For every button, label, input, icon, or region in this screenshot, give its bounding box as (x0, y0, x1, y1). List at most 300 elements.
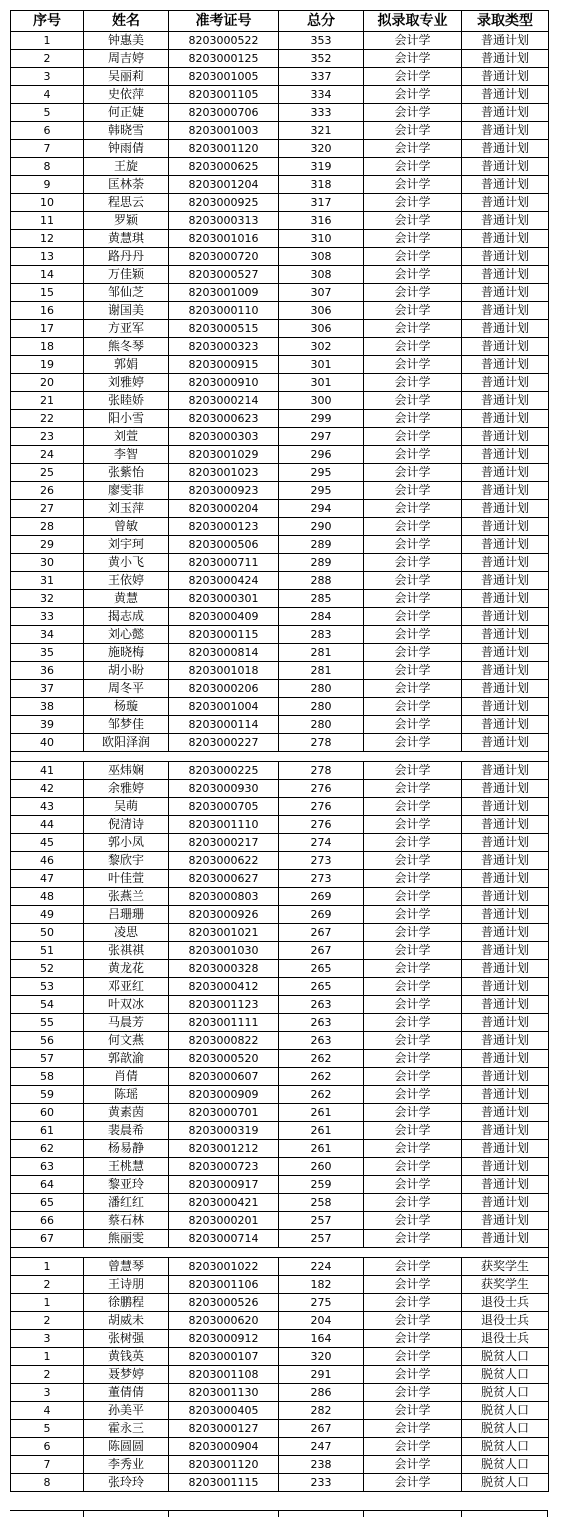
table-row (11, 1032, 549, 1050)
cell-name: 邓亚红 (84, 978, 169, 996)
cell-major: 会计学 (364, 996, 462, 1014)
cell-seq: 2 (11, 1276, 84, 1294)
table-row (11, 1258, 549, 1276)
cell-major: 会计学 (364, 446, 462, 464)
table-row (11, 852, 549, 870)
table-row (11, 1294, 549, 1312)
table-row (11, 1176, 549, 1194)
cell-name: 黄素茵 (84, 1104, 169, 1122)
cell-major: 会计学 (364, 176, 462, 194)
cell-exam-id: 8203000114 (169, 716, 279, 734)
cell-type: 脱贫人口 (462, 1348, 549, 1366)
cell-seq: 52 (11, 960, 84, 978)
cell-exam-id: 8203001030 (169, 942, 279, 960)
cell-major: 会计学 (364, 68, 462, 86)
cell-type: 普通计划 (462, 608, 549, 626)
table-row (11, 68, 549, 86)
cell-type: 脱贫人口 (462, 1456, 549, 1474)
cell-name: 阳小雪 (84, 410, 169, 428)
cell-exam-id: 8203001029 (169, 446, 279, 464)
cell-score: 278 (279, 762, 364, 780)
cell-exam-id: 8203001009 (169, 284, 279, 302)
cell-seq: 56 (11, 1032, 84, 1050)
cell-name: 刘心懿 (84, 626, 169, 644)
cell-seq: 6 (11, 1438, 84, 1456)
cell-exam-id: 8203000515 (169, 320, 279, 338)
cell-type: 普通计划 (462, 158, 549, 176)
cell-score: 261 (279, 1140, 364, 1158)
cell-type: 普通计划 (462, 680, 549, 698)
cell-type: 普通计划 (462, 140, 549, 158)
cell-exam-id: 8203000204 (169, 500, 279, 518)
cell-name: 万佳颖 (84, 266, 169, 284)
header-exam-id: 准考证号 (169, 11, 279, 32)
cell-seq: 10 (11, 194, 84, 212)
group-separator (11, 1248, 549, 1258)
cell-exam-id: 8203000201 (169, 1212, 279, 1230)
cell-exam-id: 8203001023 (169, 464, 279, 482)
cell-seq: 61 (11, 1122, 84, 1140)
cell-exam-id: 8203001106 (169, 1276, 279, 1294)
cell-type: 普通计划 (462, 50, 549, 68)
cell-type: 脱贫人口 (462, 1420, 549, 1438)
table-row (11, 1474, 549, 1492)
cell-major: 会计学 (364, 338, 462, 356)
cell-seq: 31 (11, 572, 84, 590)
table-row (11, 1014, 549, 1032)
cell-name: 方亚军 (84, 320, 169, 338)
cell-score: 306 (279, 302, 364, 320)
cell-score: 265 (279, 978, 364, 996)
cell-type: 普通计划 (462, 1122, 549, 1140)
cell-major: 会计学 (364, 536, 462, 554)
table-row (11, 50, 549, 68)
table-row (11, 464, 549, 482)
cell-name: 董倩倩 (84, 1384, 169, 1402)
cell-score: 238 (279, 1456, 364, 1474)
table-row (11, 554, 549, 572)
cell-exam-id: 8203000917 (169, 1176, 279, 1194)
cell-major: 会计学 (364, 978, 462, 996)
cell-exam-id: 8203000319 (169, 1122, 279, 1140)
cell-major: 会计学 (364, 230, 462, 248)
cell-seq: 1 (11, 32, 84, 50)
cell-seq: 1 (11, 1348, 84, 1366)
table-row (11, 644, 549, 662)
cell-score: 278 (279, 734, 364, 752)
cell-score: 261 (279, 1122, 364, 1140)
table-row (11, 536, 549, 554)
cell-score: 258 (279, 1194, 364, 1212)
cell-score: 265 (279, 960, 364, 978)
cell-score: 259 (279, 1176, 364, 1194)
cell-major: 会计学 (364, 482, 462, 500)
cell-type: 普通计划 (462, 644, 549, 662)
cell-major: 会计学 (364, 50, 462, 68)
cell-type: 普通计划 (462, 104, 549, 122)
cell-name: 郭娟 (84, 356, 169, 374)
cell-name: 周冬平 (84, 680, 169, 698)
cell-seq: 9 (11, 176, 84, 194)
cell-seq: 20 (11, 374, 84, 392)
cell-seq: 24 (11, 446, 84, 464)
table-row (11, 284, 549, 302)
cell-major: 会计学 (364, 374, 462, 392)
cell-score: 233 (279, 1474, 364, 1492)
cell-type: 普通计划 (462, 888, 549, 906)
cell-type: 普通计划 (462, 122, 549, 140)
table-row (11, 338, 549, 356)
cell-score: 300 (279, 392, 364, 410)
cell-seq: 7 (11, 1456, 84, 1474)
cell-type: 普通计划 (462, 212, 549, 230)
cell-seq: 22 (11, 410, 84, 428)
cell-major: 会计学 (364, 1366, 462, 1384)
cell-name: 曾慧琴 (84, 1258, 169, 1276)
cell-exam-id: 8203001005 (169, 68, 279, 86)
cell-type: 普通计划 (462, 942, 549, 960)
cell-score: 257 (279, 1212, 364, 1230)
table-row (11, 608, 549, 626)
cell-seq: 19 (11, 356, 84, 374)
cell-score: 289 (279, 554, 364, 572)
cell-major: 会计学 (364, 356, 462, 374)
cell-type: 普通计划 (462, 482, 549, 500)
table-row (11, 1230, 549, 1248)
cell-seq: 12 (11, 230, 84, 248)
cell-exam-id: 8203000705 (169, 798, 279, 816)
cell-name: 邹梦佳 (84, 716, 169, 734)
cell-score: 247 (279, 1438, 364, 1456)
cell-score: 301 (279, 374, 364, 392)
cell-score: 310 (279, 230, 364, 248)
cell-exam-id: 8203001120 (169, 1456, 279, 1474)
cell-seq: 32 (11, 590, 84, 608)
cell-major: 会计学 (364, 572, 462, 590)
cell-seq: 59 (11, 1086, 84, 1104)
table-row (11, 798, 549, 816)
cell-type: 普通计划 (462, 1158, 549, 1176)
table-row (11, 626, 549, 644)
table-row (11, 194, 549, 212)
table-row (11, 870, 549, 888)
cell-name: 王桃慧 (84, 1158, 169, 1176)
cell-exam-id: 8203000323 (169, 338, 279, 356)
cell-major: 会计学 (364, 32, 462, 50)
cell-exam-id: 8203000701 (169, 1104, 279, 1122)
cell-type: 普通计划 (462, 798, 549, 816)
cell-type: 退役士兵 (462, 1312, 549, 1330)
cell-exam-id: 8203000217 (169, 834, 279, 852)
cell-seq: 44 (11, 816, 84, 834)
cell-seq: 26 (11, 482, 84, 500)
cell-name: 韩晓雪 (84, 122, 169, 140)
cell-seq: 17 (11, 320, 84, 338)
cell-name: 倪清诗 (84, 816, 169, 834)
table-row (11, 590, 549, 608)
table-row (11, 518, 549, 536)
cell-type: 普通计划 (462, 852, 549, 870)
cell-score: 182 (279, 1276, 364, 1294)
cell-name: 黄慧琪 (84, 230, 169, 248)
table-row (11, 1086, 549, 1104)
table-row (11, 1384, 549, 1402)
cell-type: 普通计划 (462, 996, 549, 1014)
cell-score: 267 (279, 942, 364, 960)
table-row (11, 1050, 549, 1068)
table-row (11, 734, 549, 752)
cell-major: 会计学 (364, 906, 462, 924)
cell-name: 何正婕 (84, 104, 169, 122)
table-row (11, 888, 549, 906)
cell-major: 会计学 (364, 816, 462, 834)
cell-name: 钟雨倩 (84, 140, 169, 158)
cell-major: 会计学 (364, 1456, 462, 1474)
cell-name: 王依婷 (84, 572, 169, 590)
cell-name: 揭志成 (84, 608, 169, 626)
cell-exam-id: 8203000607 (169, 1068, 279, 1086)
cell-major: 会计学 (364, 410, 462, 428)
cell-type: 普通计划 (462, 662, 549, 680)
cell-type: 普通计划 (462, 518, 549, 536)
cell-name: 廖雯菲 (84, 482, 169, 500)
cell-score: 263 (279, 1014, 364, 1032)
table-row (11, 86, 549, 104)
cell-name: 周吉婷 (84, 50, 169, 68)
cell-exam-id: 8203000405 (169, 1402, 279, 1420)
cell-score: 334 (279, 86, 364, 104)
cell-name: 杨易静 (84, 1140, 169, 1158)
cell-exam-id: 8203000723 (169, 1158, 279, 1176)
cell-seq: 57 (11, 1050, 84, 1068)
cell-exam-id: 8203001123 (169, 996, 279, 1014)
cell-score: 307 (279, 284, 364, 302)
cell-score: 280 (279, 698, 364, 716)
cell-score: 291 (279, 1366, 364, 1384)
cell-type: 脱贫人口 (462, 1384, 549, 1402)
cell-name: 黄小飞 (84, 554, 169, 572)
table-row (11, 500, 549, 518)
cell-major: 会计学 (364, 1420, 462, 1438)
cell-name: 曾敏 (84, 518, 169, 536)
table-row (11, 924, 549, 942)
cell-exam-id: 8203000909 (169, 1086, 279, 1104)
cell-type: 普通计划 (462, 248, 549, 266)
table-row (11, 1122, 549, 1140)
cell-score: 261 (279, 1104, 364, 1122)
table-row (11, 780, 549, 798)
cell-major: 会计学 (364, 1276, 462, 1294)
cell-score: 276 (279, 780, 364, 798)
cell-type: 普通计划 (462, 464, 549, 482)
cell-exam-id: 8203000214 (169, 392, 279, 410)
cell-name: 刘萱 (84, 428, 169, 446)
cell-seq: 27 (11, 500, 84, 518)
cell-type: 普通计划 (462, 572, 549, 590)
cell-type: 普通计划 (462, 1140, 549, 1158)
cell-major: 会计学 (364, 1032, 462, 1050)
cell-score: 352 (279, 50, 364, 68)
cell-score: 320 (279, 140, 364, 158)
cell-exam-id: 8203001003 (169, 122, 279, 140)
table-row (11, 446, 549, 464)
table-row (11, 942, 549, 960)
cell-name: 刘玉萍 (84, 500, 169, 518)
cell-exam-id: 8203000313 (169, 212, 279, 230)
table-row (11, 1438, 549, 1456)
cell-type: 普通计划 (462, 780, 549, 798)
table-row (11, 1158, 549, 1176)
cell-exam-id: 8203001111 (169, 1014, 279, 1032)
cell-seq: 4 (11, 86, 84, 104)
cell-seq: 51 (11, 942, 84, 960)
cell-major: 会计学 (364, 212, 462, 230)
cell-exam-id: 8203000225 (169, 762, 279, 780)
cell-type: 普通计划 (462, 68, 549, 86)
cell-exam-id: 8203000125 (169, 50, 279, 68)
cell-seq: 48 (11, 888, 84, 906)
cell-name: 马晨芳 (84, 1014, 169, 1032)
cell-seq: 62 (11, 1140, 84, 1158)
cell-score: 269 (279, 888, 364, 906)
cell-seq: 63 (11, 1158, 84, 1176)
cell-major: 会计学 (364, 392, 462, 410)
cell-type: 普通计划 (462, 176, 549, 194)
cell-exam-id: 8203000803 (169, 888, 279, 906)
cell-exam-id: 8203000527 (169, 266, 279, 284)
cell-name: 胡威未 (84, 1312, 169, 1330)
cell-type: 普通计划 (462, 1212, 549, 1230)
cell-type: 普通计划 (462, 870, 549, 888)
table-row (11, 230, 549, 248)
cell-type: 普通计划 (462, 590, 549, 608)
cell-score: 288 (279, 572, 364, 590)
cell-major: 会计学 (364, 1122, 462, 1140)
cell-exam-id: 8203000910 (169, 374, 279, 392)
cell-type: 普通计划 (462, 1032, 549, 1050)
cell-type: 普通计划 (462, 1086, 549, 1104)
table-row (11, 410, 549, 428)
cell-type: 普通计划 (462, 374, 549, 392)
cell-exam-id: 8203000926 (169, 906, 279, 924)
cell-score: 276 (279, 816, 364, 834)
cell-seq: 53 (11, 978, 84, 996)
cell-seq: 2 (11, 1312, 84, 1330)
cell-name: 谢国美 (84, 302, 169, 320)
cell-major: 会计学 (364, 644, 462, 662)
cell-type: 普通计划 (462, 230, 549, 248)
cell-exam-id: 8203000206 (169, 680, 279, 698)
cell-major: 会计学 (364, 194, 462, 212)
cell-name: 黎欣宇 (84, 852, 169, 870)
table-row (11, 1402, 549, 1420)
cell-major: 会计学 (364, 464, 462, 482)
cell-exam-id: 8203000706 (169, 104, 279, 122)
cell-type: 脱贫人口 (462, 1438, 549, 1456)
cell-seq: 2 (11, 50, 84, 68)
cell-exam-id: 8203000115 (169, 626, 279, 644)
cell-major: 会计学 (364, 1230, 462, 1248)
cell-major: 会计学 (364, 716, 462, 734)
cell-exam-id: 8203000925 (169, 194, 279, 212)
cell-exam-id: 8203000720 (169, 248, 279, 266)
cell-exam-id: 8203001018 (169, 662, 279, 680)
cell-major: 会计学 (364, 698, 462, 716)
cell-type: 普通计划 (462, 834, 549, 852)
cell-exam-id: 8203000625 (169, 158, 279, 176)
cell-seq: 60 (11, 1104, 84, 1122)
table-row (11, 834, 549, 852)
cell-major: 会计学 (364, 1330, 462, 1348)
cell-name: 罗颖 (84, 212, 169, 230)
cell-name: 霍永三 (84, 1420, 169, 1438)
cell-seq: 45 (11, 834, 84, 852)
cell-score: 262 (279, 1086, 364, 1104)
cell-name: 陈圆圆 (84, 1438, 169, 1456)
cell-score: 285 (279, 590, 364, 608)
cell-exam-id: 8203000912 (169, 1330, 279, 1348)
cell-exam-id: 8203001130 (169, 1384, 279, 1402)
table-row (11, 1420, 549, 1438)
table-row (11, 212, 549, 230)
cell-seq: 3 (11, 1384, 84, 1402)
cell-name: 凌思 (84, 924, 169, 942)
header-seq: 序号 (11, 11, 84, 32)
cell-type: 退役士兵 (462, 1330, 549, 1348)
cell-exam-id: 8203000424 (169, 572, 279, 590)
cell-name: 刘雅婷 (84, 374, 169, 392)
cell-name: 巫炜娴 (84, 762, 169, 780)
table-row (11, 302, 549, 320)
cell-major: 会计学 (364, 798, 462, 816)
cell-score: 263 (279, 1032, 364, 1050)
cell-name: 孙美平 (84, 1402, 169, 1420)
cell-exam-id: 8203000923 (169, 482, 279, 500)
cell-seq: 21 (11, 392, 84, 410)
cell-type: 普通计划 (462, 1194, 549, 1212)
cell-seq: 30 (11, 554, 84, 572)
cell-major: 会计学 (364, 1176, 462, 1194)
cell-seq: 50 (11, 924, 84, 942)
cell-score: 286 (279, 1384, 364, 1402)
cell-seq: 49 (11, 906, 84, 924)
cell-major: 会计学 (364, 852, 462, 870)
cell-type: 普通计划 (462, 762, 549, 780)
table-row (11, 374, 549, 392)
cell-type: 普通计划 (462, 1176, 549, 1194)
cell-type: 普通计划 (462, 500, 549, 518)
cell-name: 黄钱英 (84, 1348, 169, 1366)
cell-seq: 39 (11, 716, 84, 734)
cell-major: 会计学 (364, 662, 462, 680)
cell-exam-id: 8203000915 (169, 356, 279, 374)
cell-type: 获奖学生 (462, 1276, 549, 1294)
table-row (11, 428, 549, 446)
cell-seq: 3 (11, 1330, 84, 1348)
cell-exam-id: 8203001212 (169, 1140, 279, 1158)
cell-major: 会计学 (364, 680, 462, 698)
cell-major: 会计学 (364, 1212, 462, 1230)
cell-exam-id: 8203000506 (169, 536, 279, 554)
cell-seq: 23 (11, 428, 84, 446)
cell-name: 程思云 (84, 194, 169, 212)
cell-exam-id: 8203000301 (169, 590, 279, 608)
cell-score: 263 (279, 996, 364, 1014)
cell-exam-id: 8203000714 (169, 1230, 279, 1248)
cell-seq: 7 (11, 140, 84, 158)
cell-seq: 58 (11, 1068, 84, 1086)
cell-exam-id: 8203001110 (169, 816, 279, 834)
